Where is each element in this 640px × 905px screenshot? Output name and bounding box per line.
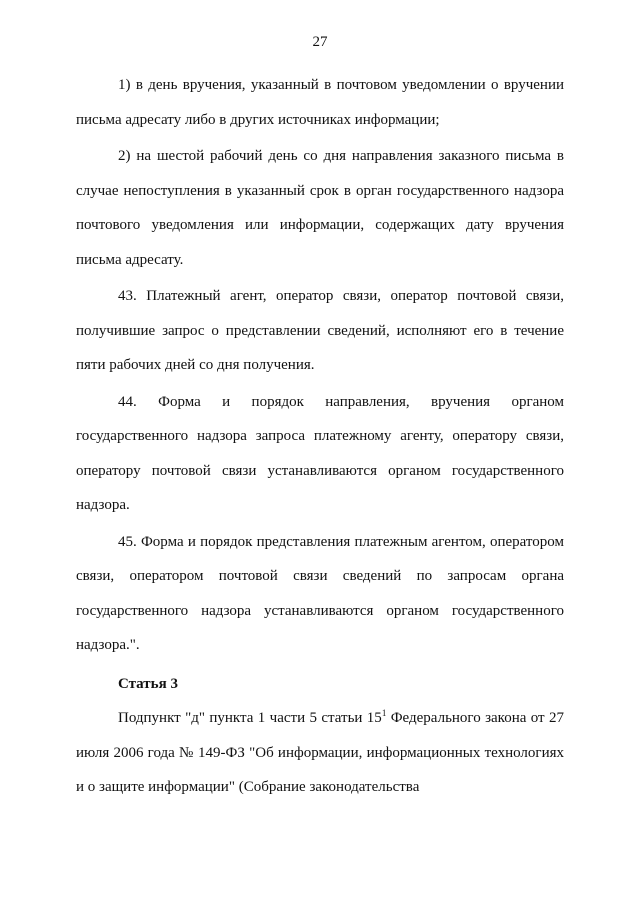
article-3-paragraph [76, 701, 564, 805]
page-number: 27 [312, 34, 328, 50]
article-text-end: Федерального закона от 27 июля 2006 года № 149-ФЗ "Об информации, информационных технологиях и о защите информации" (Собрание законодательства [76, 710, 564, 795]
document-body [76, 68, 564, 805]
paragraph-45: 45. Форма и порядок представления платежным агентом, оператором связи, оператором почтовой связи сведений по запросам органа государственного надзора устанавливаются органом государственного надзора.". [76, 533, 564, 653]
paragraph-43: 43. Платежный агент, оператор связи, оператор почтовой связи, получившие запрос о представлении сведений, исполняют его в течение пяти рабочих дней со дня получения. [76, 288, 564, 373]
paragraph-item-1: 1) в день вручения, указанный в почтовом уведомлении о вручении письма адресату либо в других источниках информации; [76, 77, 564, 128]
article-text-start: Подпункт "д" пункта 1 части 5 статьи 15 [118, 710, 382, 726]
paragraph-44: 44. Форма и порядок направления, вручения органом государственного надзора запроса платежному агенту, оператору связи, оператору почтовой связи устанавливаются органом государственного надзора. [76, 393, 564, 513]
paragraph-item-2: 2) на шестой рабочий день со дня направления заказного письма в случае непоступления в указанный срок в орган государственного надзора почтового уведомления или информации, содержащих дату вручения письма адресату. [76, 148, 564, 268]
article-superscript: 1 [381, 708, 387, 718]
article-heading: Статья 3 [118, 675, 178, 692]
